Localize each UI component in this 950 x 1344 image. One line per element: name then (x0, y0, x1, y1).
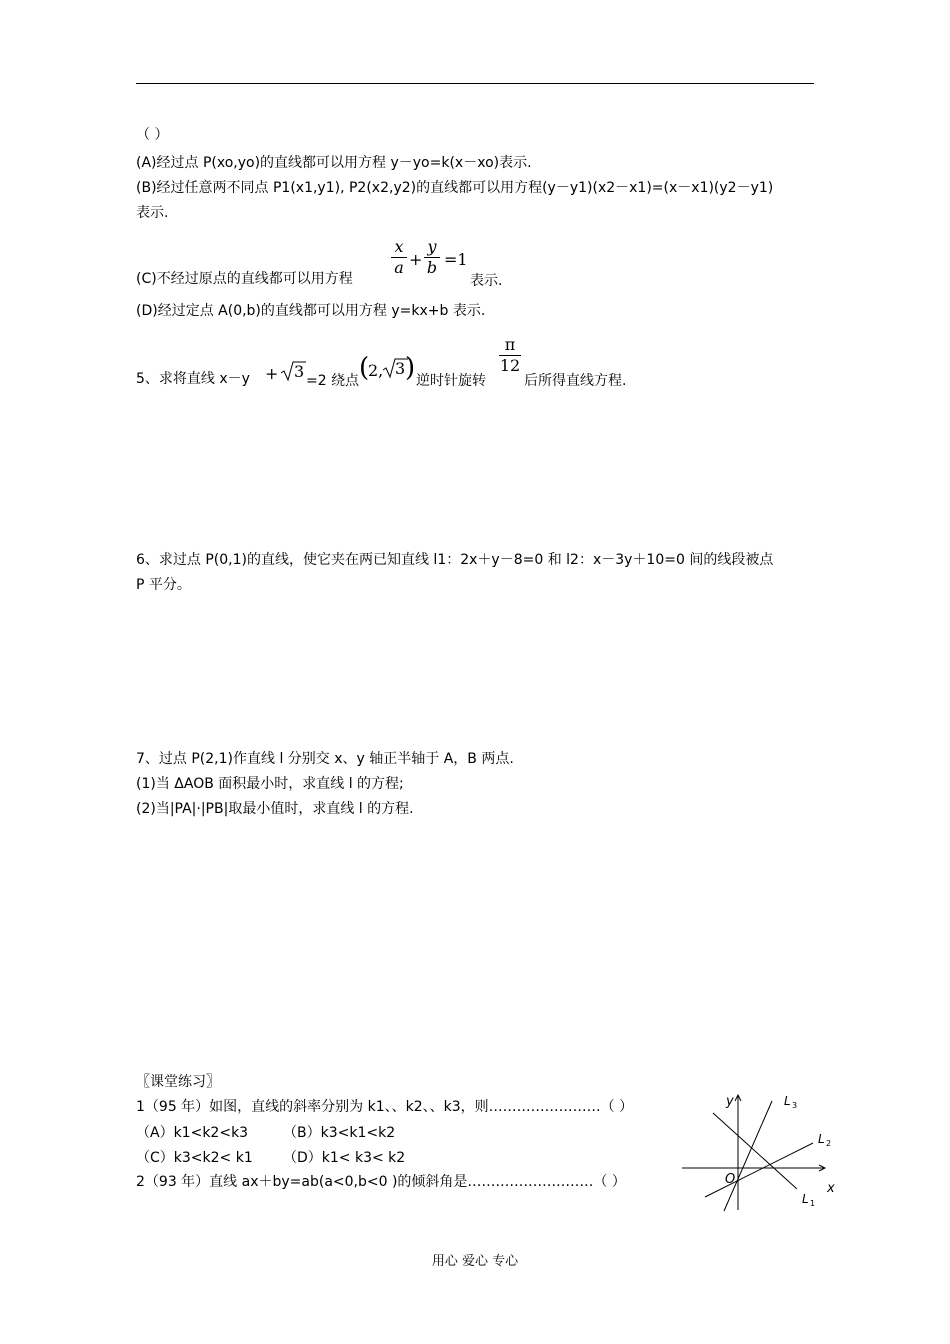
practice-q1-option-d: （D）k1< k3< k2 (283, 1150, 406, 1166)
q4-option-c-post: 表示. (470, 273, 503, 289)
l2-label: L (818, 1132, 825, 1146)
answer-blank: （ ） (136, 127, 169, 143)
l2-subscript: 2 (826, 1139, 832, 1148)
q5-prefix: 5、求将直线 x－y (136, 371, 250, 387)
denominator-b: b (426, 258, 438, 277)
q5-rotate: 逆时针旋转 (416, 373, 486, 389)
plus-sign: + (409, 250, 423, 269)
practice-q2: 2（93 年）直线 ax＋by=ab(a<0,b<0 )的倾斜角是………………………（ ） (136, 1174, 626, 1190)
practice-q1-option-b: （B）k3<k1<k2 (283, 1125, 396, 1141)
q6-line1: 6、求过点 P(0,1)的直线，使它夹在两已知直线 l1：2x＋y－8=0 和 l2：x－3y＋10=0 间的线段被点 (136, 552, 774, 568)
numerator-y: y (427, 237, 437, 256)
fraction-y-over-b (424, 238, 440, 277)
header-rule (136, 83, 814, 84)
fraction-x-over-a (391, 238, 407, 277)
practice-q1-option-c: （C）k3<k2< k1 (136, 1150, 253, 1166)
point-close-paren: ) (405, 353, 416, 383)
l1-subscript: 1 (810, 1199, 816, 1208)
denominator-12: 12 (499, 356, 521, 375)
equals-one: =1 (444, 250, 468, 269)
denominator-a: a (394, 258, 404, 277)
l3-label: L (784, 1094, 791, 1108)
q7-line2: (1)当 ΔAOB 面积最小时，求直线 l 的方程; (136, 776, 404, 792)
q4-option-b-line1: (B)经过任意两不同点 P1(x1,y1), P2(x2,y2)的直线都可以用方程(y－y1)(x2－x1)=(x－x1)(y2－y1) (136, 180, 774, 196)
q5-suffix: 后所得直线方程. (524, 373, 627, 389)
page-footer: 用心 爱心 专心 (431, 1254, 519, 1269)
x-axis-label: x (827, 1181, 835, 1196)
numerator-pi: π (504, 335, 516, 354)
practice-title: 〖课堂练习〗 (136, 1074, 220, 1090)
q5-mid: =2 绕点 (306, 373, 360, 389)
q7-line1: 7、过点 P(2,1)作直线 l 分别交 x、y 轴正半轴于 A，B 两点. (136, 751, 514, 767)
q4-option-b-line2: 表示. (136, 205, 169, 221)
q7-line3: (2)当|PA|·|PB|取最小值时，求直线 l 的方程. (136, 801, 414, 817)
q4-option-c-text: (C)不经过原点的直线都可以用方程 (136, 271, 353, 287)
numerator-x: x (394, 237, 404, 256)
line-l3 (724, 1101, 772, 1211)
q4-option-a: (A)经过点 P(xo,yo)的直线都可以用方程 y－yo=k(x－xo)表示. (136, 155, 532, 171)
q5-plus: + (265, 364, 279, 383)
fraction-pi-over-12 (499, 336, 521, 375)
l3-subscript: 3 (792, 1101, 798, 1110)
point-sqrt-3: 3 (382, 357, 408, 379)
y-axis-label: y (726, 1094, 734, 1109)
sqrt-3: 3 (280, 360, 306, 382)
q6-line2: P 平分。 (136, 577, 191, 593)
practice-q1-option-a: （A）k1<k2<k3 (136, 1125, 249, 1141)
slope-lines-figure (675, 1085, 845, 1215)
q4-option-d: (D)经过定点 A(0,b)的直线都可以用方程 y=kx+b 表示. (136, 303, 486, 319)
point-two: 2, (368, 361, 384, 380)
point-open-paren: ( (359, 353, 370, 383)
practice-q1: 1（95 年）如图，直线的斜率分别为 k1、、k2、、k3，则……………………（ ） (136, 1099, 634, 1115)
l1-label: L (802, 1192, 809, 1206)
origin-label: O (725, 1172, 736, 1187)
